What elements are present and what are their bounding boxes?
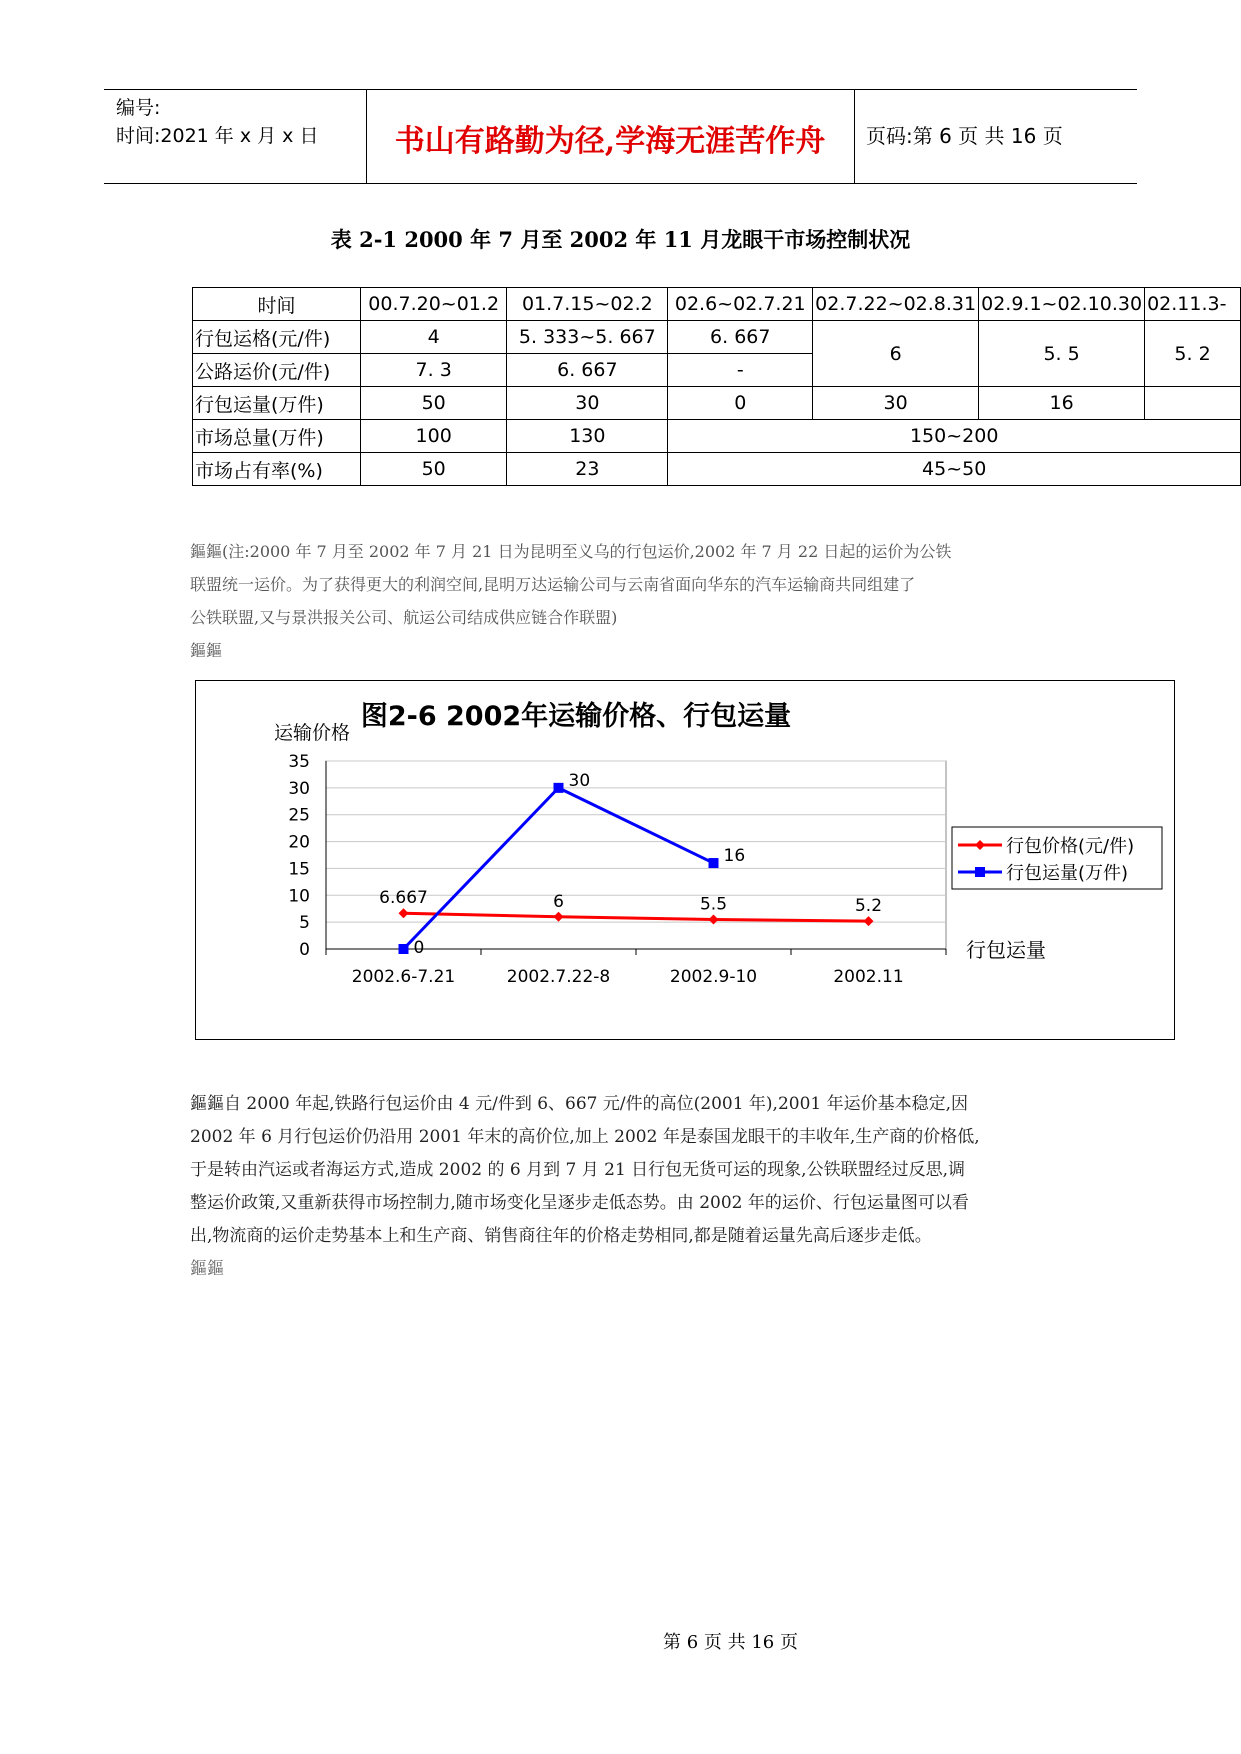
table-cell: 23 [507,453,668,486]
y-tick-label: 25 [288,805,310,826]
data-label: 5.2 [854,896,883,917]
table-cell: 30 [813,387,979,420]
table-cell: 5. 5 [979,321,1145,387]
row-label: 行包运格(元/件) [193,321,361,354]
paragraph-line: 于是转由汽运或者海运方式,造成 2002 的 6 月到 7 月 21 日行包无货可运的现象,公铁联盟经过反思,调 [190,1160,965,1180]
note-line: 鏂鏂 [190,641,223,660]
x-tick-label: 2002.9-10 [669,967,758,987]
paragraph-line: 鏂鏂自 2000 年起,铁路行包运价由 4 元/件到 6、667 元/件的高位(2001 年),2001 年运价基本稳定,因 [190,1094,969,1114]
data-point-square [399,944,409,954]
table-note [190,535,1070,667]
table-cell: 50 [361,453,507,486]
data-label: 6 [553,891,564,912]
table-cell: 5. 2 [1145,321,1241,387]
y-tick-label: 20 [288,832,310,853]
data-point-square [554,783,564,793]
table-cell: 16 [979,387,1145,420]
table-row [193,321,1241,354]
table-header-cell: 02.6~02.7.21 [668,288,813,321]
row-label: 公路运价(元/件) [193,354,361,387]
x-tick-label: 2002.11 [833,967,904,987]
document-header [104,89,1137,184]
doc-number-label: 编号: [116,97,161,119]
note-line: 鏂鏂(注:2000 年 7 月至 2002 年 7 月 21 日为昆明至义乌的行包运价,2002 年 7 月 22 日起的运价为公铁 [190,542,952,561]
x-axis-label: 行包运量 [966,938,1046,962]
legend-label: 行包运量(万件) [1006,863,1129,884]
table-row [193,453,1241,486]
x-tick-label: 2002.6-7.21 [351,967,456,987]
row-label: 行包运量(万件) [193,387,361,420]
market-control-table [192,287,1241,486]
y-tick-label: 10 [288,886,310,907]
x-tick-label: 2002.7.22-8 [506,967,611,987]
header-motto: 书山有路勤为径,学海无涯苦作舟 [394,124,826,159]
body-paragraph [190,1088,1070,1286]
table-cell: 50 [361,387,507,420]
paragraph-line: 出,物流商的运价走势基本上和生产商、销售商往年的价格走势相同,都是随着运量先高后逐步走低。 [190,1226,932,1246]
paragraph-line: 2002 年 6 月行包运价仍沿用 2001 年末的高价位,加上 2002 年是泰国龙眼干的丰收年,生产商的价格低, [190,1127,980,1147]
table-cell [1145,387,1241,420]
line-chart [196,681,1174,1039]
table-cell: 5. 333~5. 667 [507,321,668,354]
table-cell: 7. 3 [361,354,507,387]
note-line: 公铁联盟,又与景洪报关公司、航运公司结成供应链合作联盟) [190,608,618,627]
table-header-cell: 01.7.15~02.2 [507,288,668,321]
table-header-cell: 02.11.3- [1145,288,1241,321]
data-label: 16 [723,846,746,867]
table-header-cell: 00.7.20~01.2 [361,288,507,321]
doc-time-label: 时间:2021 年 x 月 x 日 [116,125,319,147]
table-cell: 150~200 [668,420,1241,453]
data-label: 30 [568,770,591,791]
table-row [193,387,1241,420]
table-header-cell: 02.9.1~02.10.30 [979,288,1145,321]
paragraph-line: 鏂鏂 [190,1259,224,1279]
table-cell: 45~50 [668,453,1241,486]
row-label: 市场总量(万件) [193,420,361,453]
header-meta [116,94,318,150]
y-axis-label: 运输价格 [274,722,351,744]
header-divider [854,90,855,183]
data-label: 5.5 [699,894,728,915]
note-line: 联盟统一运价。为了获得更大的利润空间,昆明万达运输公司与云南省面向华东的汽车运输商共同组建了 [190,575,916,594]
data-label: 0 [413,938,425,958]
header-page-label: 页码:第 6 页 共 16 页 [866,124,1063,148]
table-cell: 130 [507,420,668,453]
y-tick-label: 35 [288,752,310,772]
data-label: 6.667 [379,888,428,909]
table-cell: 30 [507,387,668,420]
page-footer: 第 6 页 共 16 页 [663,1632,798,1653]
row-label: 市场占有率(%) [193,453,361,486]
y-tick-label: 0 [299,940,310,960]
table-header-cell: 02.7.22~02.8.31 [813,288,979,321]
paragraph-line: 整运价政策,又重新获得市场控制力,随市场变化呈逐步走低态势。由 2002 年的运价、行包运量图可以看 [190,1193,969,1213]
chart-frame [195,680,1175,1040]
table-cell: - [668,354,813,387]
y-tick-label: 5 [299,913,310,934]
y-tick-label: 15 [288,859,310,880]
y-tick-label: 30 [288,778,310,799]
data-point-square [709,858,719,868]
chart-title: 图2-6 2002年运输价格、行包运量 [360,701,792,732]
table-cell: 0 [668,387,813,420]
table-cell: 6. 667 [668,321,813,354]
table-cell: 100 [361,420,507,453]
legend-label: 行包价格(元/件) [1006,836,1135,857]
table-cell: 6. 667 [507,354,668,387]
table-cell: 4 [361,321,507,354]
table-row [193,288,1241,321]
legend-marker [975,867,985,877]
table-header-cell: 时间 [193,288,361,321]
table-cell: 6 [813,321,979,387]
table-row [193,420,1241,453]
table-title: 表 2-1 2000 年 7 月至 2002 年 11 月龙眼干市场控制状况 [330,227,911,252]
